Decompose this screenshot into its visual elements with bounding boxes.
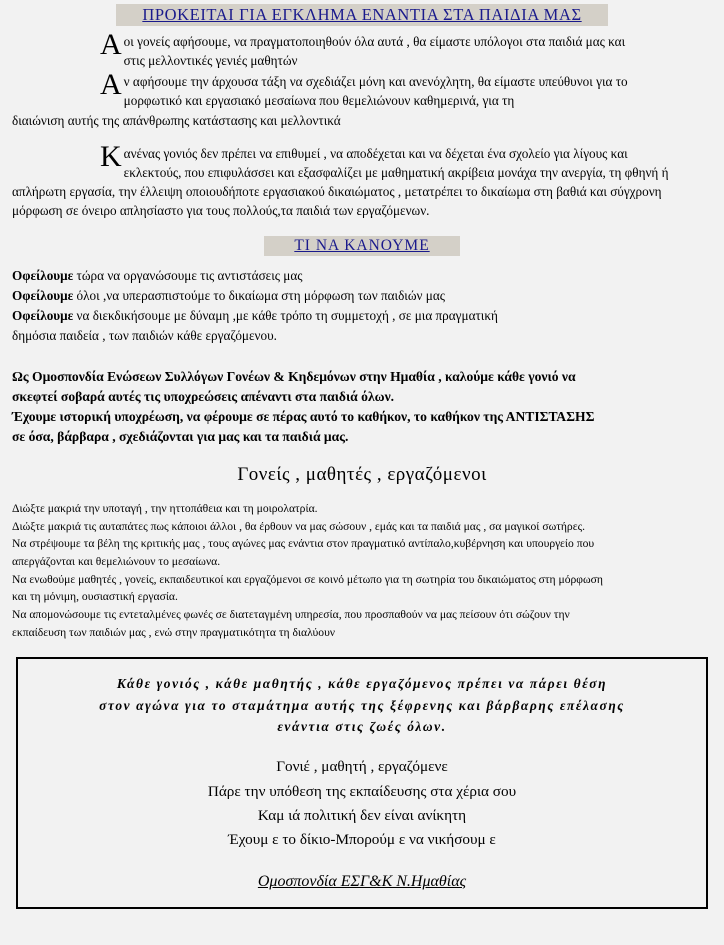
appeal-paragraphs bbox=[12, 500, 712, 641]
statement-line-4: σε όσα, βάρβαρα , σχεδιάζονται για μας και τα παιδιά μας. bbox=[12, 428, 349, 444]
statement-line-2: σκεφτεί σοβαρά αυτές τις υποχρεώσεις απέναντι στα παιδιά όλων. bbox=[12, 389, 395, 405]
duty-item bbox=[12, 326, 712, 346]
duty-item bbox=[12, 306, 712, 326]
appeal-line: Να στρέψουμε τα βέλη της κριτικής μας , τους αγώνες μας ενάντια στον πραγματικό αντίπαλο,κυβέρνηση και υπουργείο που bbox=[12, 537, 595, 551]
intro-p2-line1: ν αφήσουμε την άρχουσα τάξη να σχεδιάζει μόνη και ανενόχλητη, θα είμαστε υπεύθυνοι για το bbox=[123, 74, 628, 90]
document-title-bar bbox=[12, 4, 712, 26]
appeal-line: Διώξτε μακριά τις αυταπάτες πως κάποιοι άλλοι , θα έρθουν να μας σώσουν , εμάς και τα παιδιά μας , σα μαγικοί σωτήρες. bbox=[12, 519, 586, 533]
slogan-line-3: ενάντια στις ζωές όλων. bbox=[277, 719, 447, 735]
duty-text: τώρα να οργανώσουμε τις αντιστάσεις μας bbox=[73, 268, 303, 284]
duties-list bbox=[12, 266, 712, 345]
duty-item bbox=[12, 266, 712, 286]
call-line-4: Έχουμ ε το δίκιο-Μπορούμ ε να νικήσουμ ε bbox=[228, 831, 496, 849]
intro-p2-line2: μορφωτικό και εργασιακό μεσαίωνα που θεμελιώνουν καθημερινά, για τη bbox=[123, 93, 515, 109]
intro-p2-line3: διαιώνιση αυτής της απάνθρωπης κατάστασης και μελλοντικά bbox=[12, 112, 341, 128]
call-line-2: Πάρε την υπόθεση της εκπαίδευσης στα χέρια σου bbox=[207, 782, 517, 800]
call-to-action bbox=[28, 755, 696, 852]
intro-paragraph-3 bbox=[12, 139, 712, 221]
slogan-text bbox=[28, 673, 696, 737]
federation-statement bbox=[12, 367, 712, 446]
call-line-1: Γονιέ , μαθητή , εργαζόμενε bbox=[276, 758, 448, 776]
call-line-3: Καμ ιά πολιτική δεν είναι ανίκητη bbox=[257, 807, 467, 825]
intro-p1-line1: οι γονείς αφήσουμε, να πραγματοποιηθούν όλα αυτά , θα είμαστε υπόλογοι στα παιδιά μας και bbox=[123, 34, 626, 49]
duty-text: όλοι ,να υπερασπιστούμε το δικαίωμα στη μόρφωση των παιδιών μας bbox=[73, 288, 445, 304]
document-page bbox=[0, 4, 724, 945]
dropcap-alpha-2: Α bbox=[100, 68, 122, 102]
intro-p3-line1: ανένας γονιός δεν πρέπει να επιθυμεί , να αποδέχεται και να δέχεται ένα σχολείο για λίγους και bbox=[123, 145, 628, 161]
slogan-line-1: Κάθε γονιός , κάθε μαθητής , κάθε εργαζόμενος πρέπει να πάρει θέση bbox=[116, 676, 608, 692]
dropcap-kappa: Κ bbox=[100, 139, 122, 173]
slogan-line-2: στον αγώνα για το σταμάτημα αυτής της ξέφρενης και βάρβαρης επέλασης bbox=[99, 697, 625, 713]
appeal-line: Να απομονώσουμε τις εντεταλμένες φωνές σε διατεταγμένη υπηρεσία, που προσπαθούν να μας πείσουν ότι σώζουν την bbox=[12, 607, 570, 621]
appeal-line: και τη μόνιμη, ουσιαστική εργασία. bbox=[12, 590, 178, 604]
intro-paragraph-2 bbox=[12, 68, 712, 129]
appeal-line: εκπαίδευση των παιδιών μας , ενώ στην πραγματικότητα τη διαλύουν bbox=[12, 625, 336, 639]
page-title: ΠΡΟΚΕΙΤΑΙ ΓΙΑ ΕΓΚΛΗΜΑ ΕΝΑΝΤΙΑ ΣΤΑ ΠΑΙΔΙΑ ΜΑΣ bbox=[116, 4, 607, 26]
duty-lead: Οφείλουμε bbox=[12, 307, 74, 323]
appeal-line: Να ενωθούμε μαθητές , γονείς, εκπαιδευτικοί και εργαζόμενοι σε κοινό μέτωπο για τη σωτηρία του δικαιώματος στη μόρφωση bbox=[12, 572, 603, 586]
appeal-line: απεργάζονται και θεμελιώνουν το μεσαίωνα. bbox=[12, 555, 221, 569]
slogan-box bbox=[16, 657, 708, 909]
duty-text: δημόσια παιδεία , των παιδιών κάθε εργαζόμενου. bbox=[12, 327, 277, 343]
statement-line-3: Έχουμε ιστορική υποχρέωση, να φέρουμε σε πέρας αυτό το καθήκον, το καθήκον της ΑΝΤΙΣΤΑΣΗΣ bbox=[12, 408, 595, 424]
section-title-bar bbox=[12, 236, 712, 256]
intro-p3-line2: εκλεκτούς, που επιφυλάσσει και εξασφαλίζει με μαθηματική ακρίβεια μονάχα την ανεργία, τη φθηνή ή bbox=[123, 164, 669, 180]
intro-p1-line2: στις μελλοντικές γενιές μαθητών bbox=[123, 53, 298, 69]
section-title: ΤΙ ΝΑ ΚΑΝΟΥΜΕ bbox=[264, 236, 459, 256]
intro-paragraph-1 bbox=[12, 28, 712, 70]
signature: Ομοσπονδία ΕΣΓ&Κ Ν.Ημαθίας bbox=[257, 872, 467, 890]
duty-lead: Οφείλουμε bbox=[12, 268, 74, 284]
duty-item bbox=[12, 286, 712, 306]
dropcap-alpha-1: Α bbox=[100, 28, 122, 61]
statement-line-1: Ως Ομοσπονδία Ενώσεων Συλλόγων Γονέων & Κηδεμόνων στην Ημαθία , καλούμε κάθε γονιό να bbox=[12, 369, 576, 385]
audience-heading: Γονείς , μαθητές , εργαζόμενοι bbox=[237, 464, 487, 486]
intro-p3-line3: απλήρωτη εργασία, την έλλειψη οποιουδήποτε εργασιακού δικαιώματος , μετατρέπει το δικαίωμα στη βαθιά και σύγχρονη bbox=[12, 183, 662, 199]
intro-p3-line4: μόρφωση σε όνειρο απλησίαστο για τους πολλούς,τα παιδιά των εργαζόμενων. bbox=[12, 203, 430, 219]
duty-text: να διεκδικήσουμε με δύναμη ,με κάθε τρόπο τη συμμετοχή , σε μια πραγματική bbox=[73, 307, 498, 323]
appeal-line: Διώξτε μακριά την υποταγή , την ηττοπάθεια και τη μοιρολατρία. bbox=[12, 502, 318, 516]
duty-lead: Οφείλουμε bbox=[12, 288, 74, 304]
